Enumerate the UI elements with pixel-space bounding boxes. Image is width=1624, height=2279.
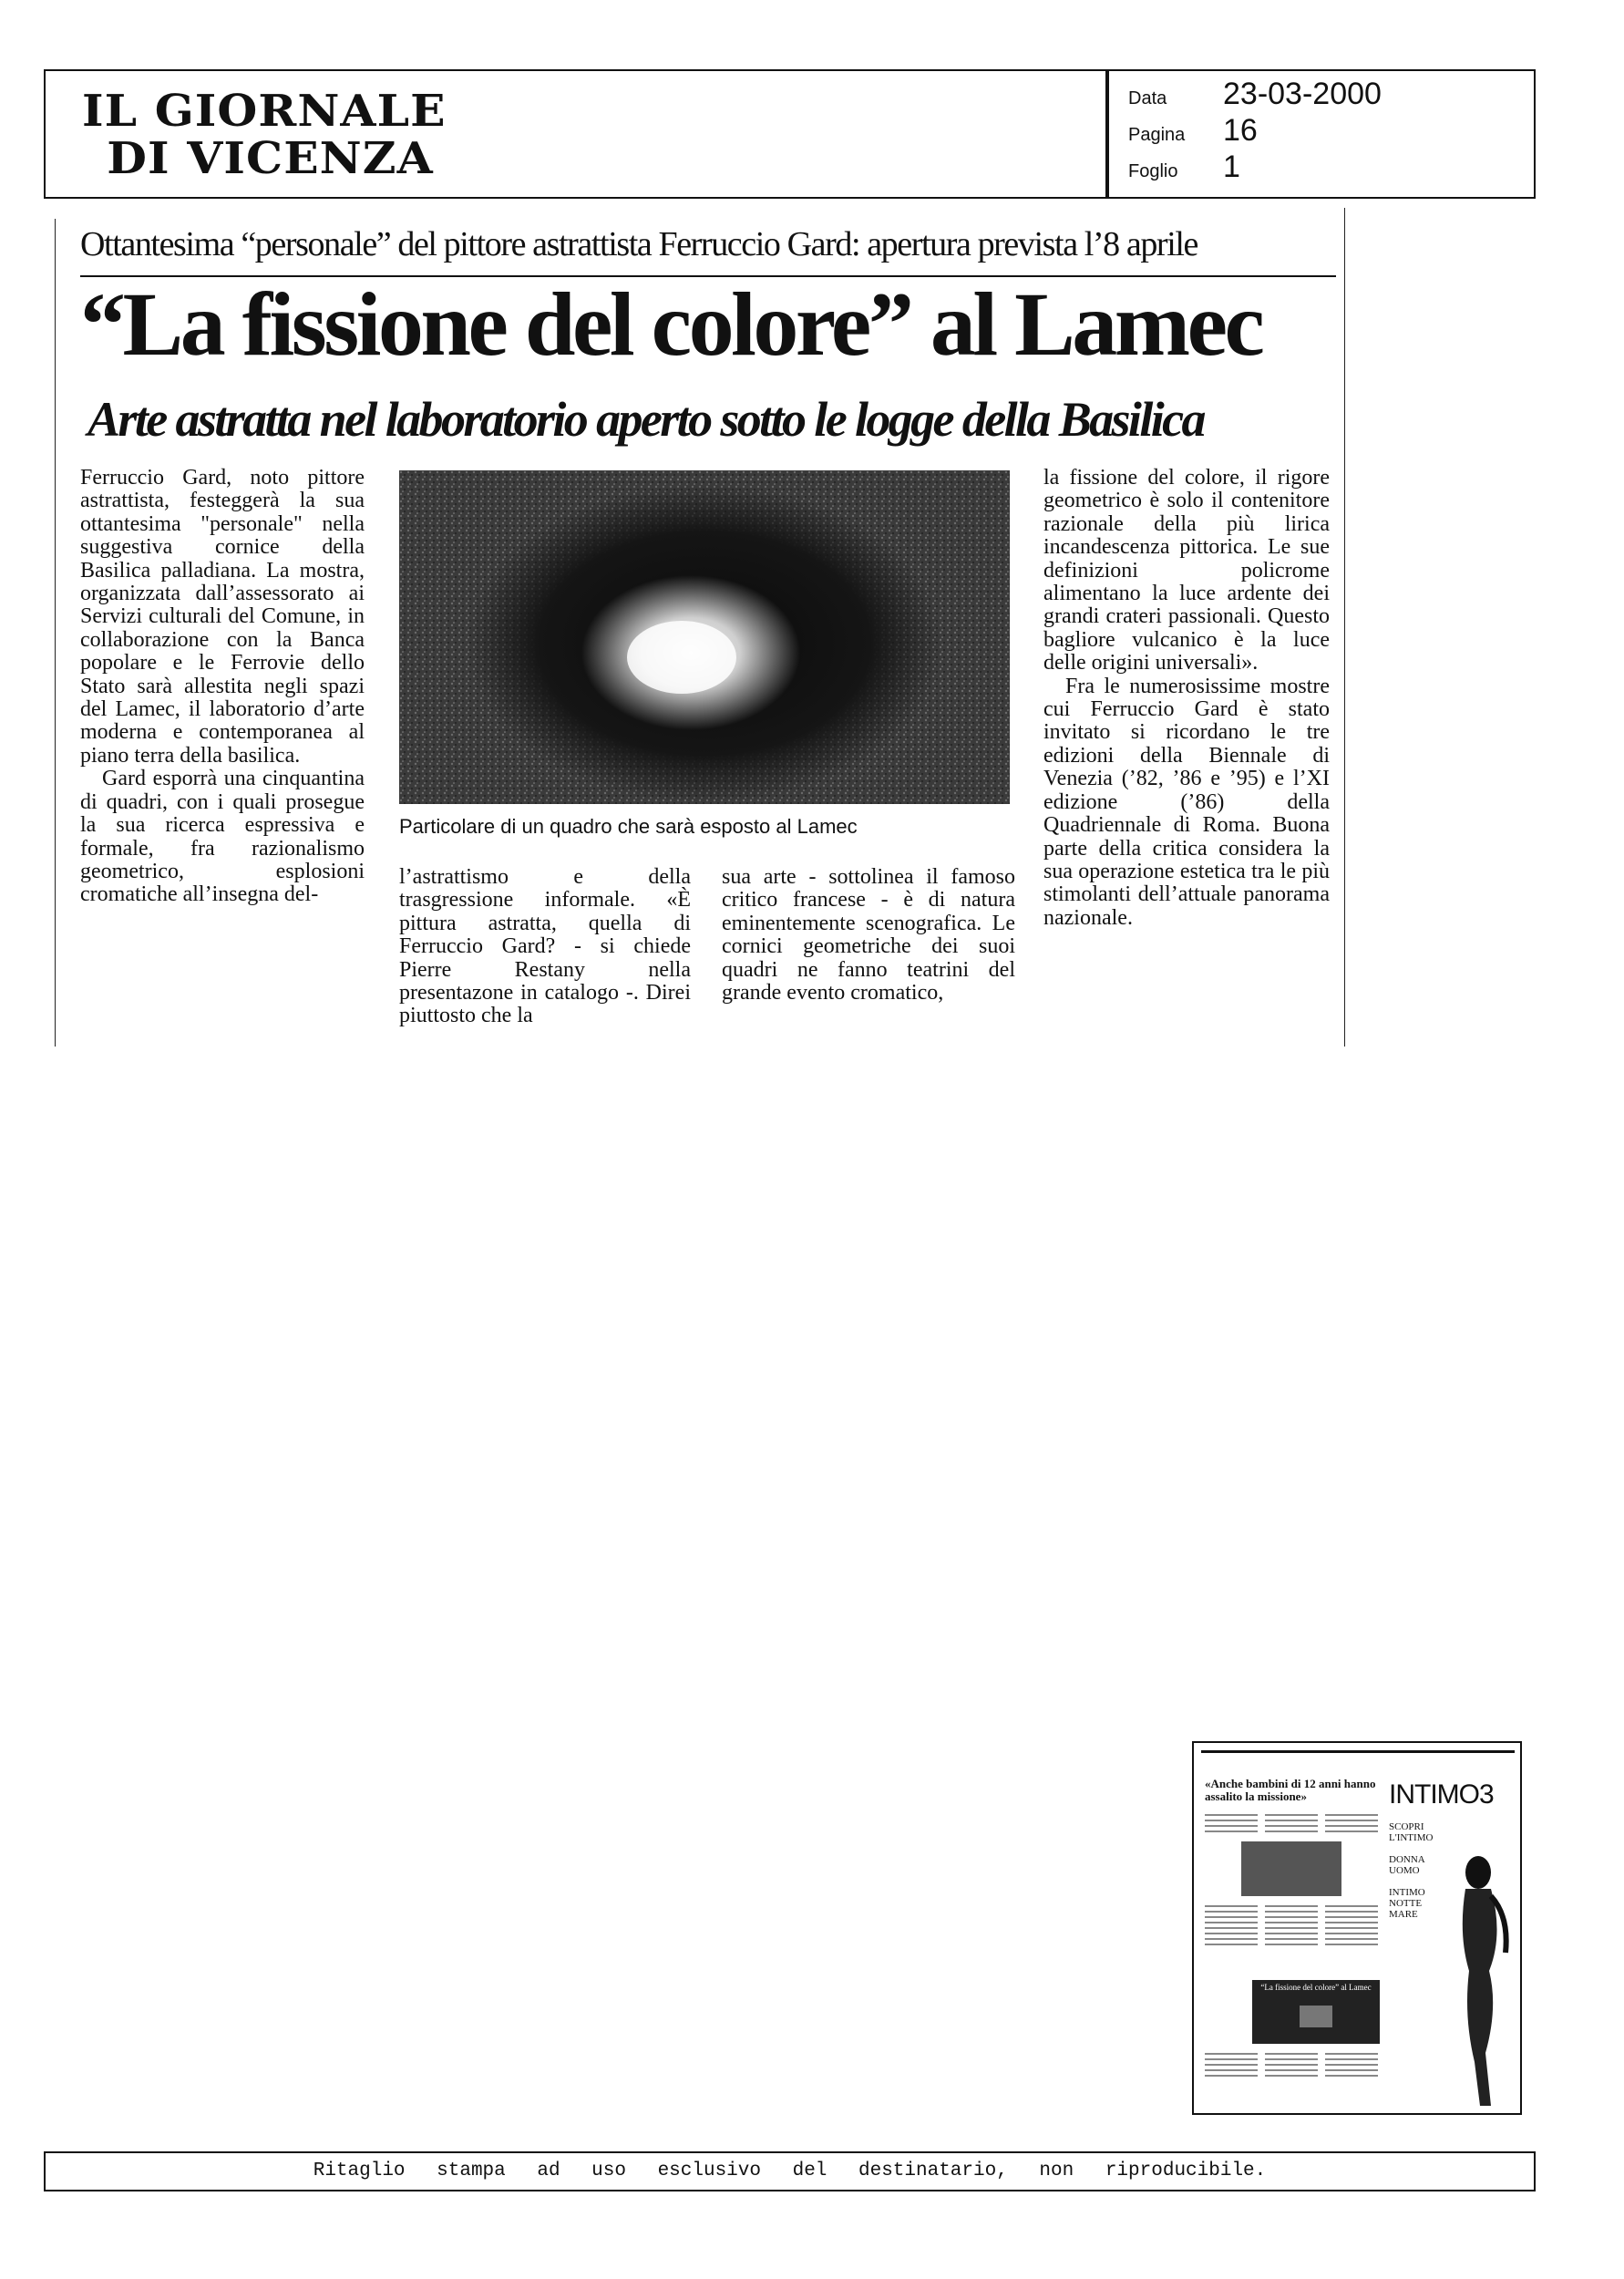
thumb-article-box [1252,1980,1380,2044]
thumb-text-lines [1205,1814,1378,1996]
thumb-ad-line-3: INTIMO NOTTE MARE [1389,1887,1425,1920]
footer-disclaimer: Ritaglio stampa ad uso esclusivo del destinatario, non riproducibile. [313,2160,1267,2181]
thumb-ad-line-1: SCOPRI L'INTIMO [1389,1821,1434,1843]
newspaper-logo [82,88,447,182]
meta-sheet [1128,150,1240,185]
paragraph: la fissione del colore, il rigore geometrico è solo il contenitore razionale della più lirica incandescenza pittorica. Le sue definizioni policrome alimentano la luce ardente dei grandi crateri passionali. Questo bagliore vulcanico è la luce delle origini universali». [1043,466,1330,675]
article-subhead: Arte astratta nel laboratorio aperto sotto le logge della Basilica [87,392,1204,447]
meta-page [1128,113,1258,149]
paragraph: l’astrattismo e della trasgressione informale. «È pittura astratta, quella di Ferruccio Gard? - si chiede Pierre Restany nella presentazone in catalogo -. Direi piuttosto che la [399,865,691,1028]
thumb-article-photo [1300,2006,1332,2027]
article-column-4 [1043,467,1330,930]
article-kicker: Ottantesima “personale” del pittore astrattista Ferruccio Gard: apertura prevista l’8 aprile [80,225,1197,263]
painting-photo [399,470,1010,804]
thumb-ad-figure [1422,1852,1513,2108]
photo-caption: Particolare di un quadro che sarà esposto al Lamec [399,815,858,838]
thumb-bottom-text [1205,2053,1378,2108]
thumb-headline: «Anche bambini di 12 anni hanno assalito la missione» [1205,1777,1376,1803]
paragraph: Fra le numerosissime mostre cui Ferruccio Gard è stato invitato si ricordano le tre edizioni della Biennale di Venezia (’82, ’86 e ’95) e l’XI edizione (’86) della Quadriennale di Roma. Buona parte della critica considera la sua operazione estetica tra le più stimolanti dell’attuale panorama nazionale. [1043,674,1330,930]
article-column-1 [80,467,365,907]
article-column-3 [722,866,1015,1005]
article-column-2 [399,866,691,1028]
thumb-article-title: “La fissione del colore” al Lamec [1260,1983,1372,1992]
logo-line-2: DI VICENZA [107,133,434,184]
paragraph: Gard esporrà una cinquantina di quadri, con i quali prosegue la sua ricerca espressiva e formale, fra razionalismo geometrico, esplosioni cromatiche all’insegna del- [80,767,365,907]
thumb-bottom-lines [1205,2053,1378,2108]
thumb-ad-line-2: DONNA UOMO [1389,1854,1425,1876]
page-label: Pagina [1128,125,1186,145]
paragraph: Ferruccio Gard, noto pittore astrattista, festeggerà la sua ottantesima "personale" nella suggestiva cornice della Basilica palladiana. La mostra, organizzata dall’assessorato ai Servizi culturali del Comune, in collaborazione con la Banca popolare e le Ferrovie dello Stato sarà allestita negli spazi del Lamec, il laboratorio d’arte moderna e contemporanea al piano terra della basilica. [80,466,365,768]
article-left-rule [55,219,56,1047]
thumb-ad-brand: INTIMO3 [1389,1779,1494,1810]
logo-line-1: IL GIORNALE [82,86,447,137]
date-label: Data [1128,88,1167,108]
page-thumbnail [1192,1741,1522,2115]
thumb-top-rule [1201,1750,1515,1753]
date-value: 23-03-2000 [1223,77,1382,111]
article-right-rule [1344,208,1345,1047]
sheet-value: 1 [1223,150,1240,184]
page-value: 16 [1223,113,1258,148]
article-headline: “La fissione del colore” al Lamec [80,273,1262,375]
sheet-label: Foglio [1128,161,1178,181]
meta-date [1128,77,1382,112]
paragraph: sua arte - sottolinea il famoso critico francese - è di natura eminentemente scenografica. Le cornici geometriche dei suoi quadri ne fanno teatrini del grande evento cromatico, [722,865,1015,1005]
thumb-text-columns [1205,1814,1378,1996]
painting-image [399,470,1010,804]
